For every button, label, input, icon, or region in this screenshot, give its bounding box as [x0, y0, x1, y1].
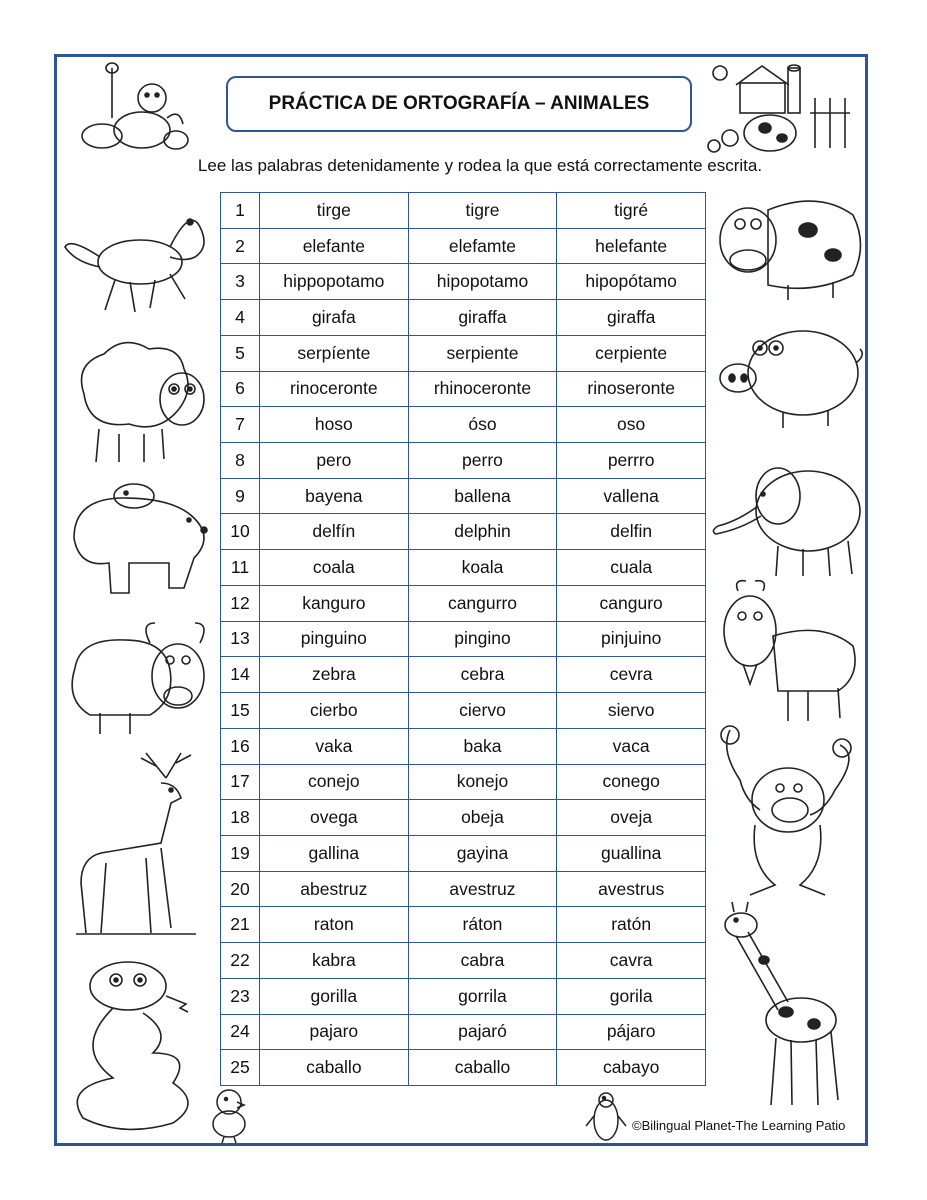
word-option-c[interactable]: giraffa	[557, 300, 706, 336]
word-option-c[interactable]: conego	[557, 764, 706, 800]
row-number: 4	[221, 300, 260, 336]
table-row	[221, 800, 706, 836]
horse-illustration	[60, 192, 218, 322]
word-option-c[interactable]: tigré	[557, 193, 706, 229]
table-row	[221, 335, 706, 371]
word-option-b[interactable]: baka	[408, 728, 557, 764]
word-option-b[interactable]: koala	[408, 550, 557, 586]
table-row	[221, 371, 706, 407]
polar-bear-illustration	[64, 478, 216, 594]
word-option-a[interactable]: bayena	[260, 478, 409, 514]
title-text: PRÁCTICA DE ORTOGRAFÍA – ANIMALES	[268, 93, 650, 114]
word-option-b[interactable]: konejo	[408, 764, 557, 800]
word-option-a[interactable]: coala	[260, 550, 409, 586]
word-option-a[interactable]: cierbo	[260, 693, 409, 729]
table-row	[221, 407, 706, 443]
table-row	[221, 907, 706, 943]
word-option-b[interactable]: hipopotamo	[408, 264, 557, 300]
word-option-b[interactable]: perro	[408, 443, 557, 479]
word-option-b[interactable]: ballena	[408, 478, 557, 514]
table-row	[221, 621, 706, 657]
farm-animals-group-illustration	[72, 58, 190, 154]
word-option-a[interactable]: pinguino	[260, 621, 409, 657]
word-option-a[interactable]: rinoceronte	[260, 371, 409, 407]
sheep-illustration	[64, 334, 214, 466]
word-option-b[interactable]: caballo	[408, 1050, 557, 1086]
word-option-c[interactable]: hipopótamo	[557, 264, 706, 300]
word-option-a[interactable]: kabra	[260, 943, 409, 979]
table-row	[221, 550, 706, 586]
word-option-c[interactable]: ratón	[557, 907, 706, 943]
word-option-a[interactable]: ovega	[260, 800, 409, 836]
giraffe-illustration	[716, 900, 856, 1110]
word-option-c[interactable]: avestrus	[557, 871, 706, 907]
word-option-c[interactable]: cerpiente	[557, 335, 706, 371]
elephant-illustration	[708, 456, 868, 580]
word-option-b[interactable]: cabra	[408, 943, 557, 979]
row-number: 9	[221, 478, 260, 514]
word-option-a[interactable]: kanguro	[260, 585, 409, 621]
word-option-b[interactable]: cebra	[408, 657, 557, 693]
farm-barn-cow-illustration	[700, 58, 860, 158]
row-number: 18	[221, 800, 260, 836]
word-option-c[interactable]: cavra	[557, 943, 706, 979]
word-option-c[interactable]: cuala	[557, 550, 706, 586]
word-option-a[interactable]: conejo	[260, 764, 409, 800]
row-number: 22	[221, 943, 260, 979]
word-option-b[interactable]: gorrila	[408, 978, 557, 1014]
row-number: 20	[221, 871, 260, 907]
word-option-a[interactable]: gallina	[260, 835, 409, 871]
word-option-b[interactable]: delphin	[408, 514, 557, 550]
word-option-b[interactable]: avestruz	[408, 871, 557, 907]
row-number: 25	[221, 1050, 260, 1086]
word-option-c[interactable]: cevra	[557, 657, 706, 693]
word-option-c[interactable]: canguro	[557, 585, 706, 621]
row-number: 19	[221, 835, 260, 871]
deer-illustration	[66, 748, 212, 938]
table-row	[221, 657, 706, 693]
word-option-c[interactable]: oveja	[557, 800, 706, 836]
table-row	[221, 1050, 706, 1086]
word-option-c[interactable]: vaca	[557, 728, 706, 764]
row-number: 21	[221, 907, 260, 943]
row-number: 15	[221, 693, 260, 729]
word-option-a[interactable]: pajaro	[260, 1014, 409, 1050]
word-option-b[interactable]: cangurro	[408, 585, 557, 621]
word-option-b[interactable]: serpiente	[408, 335, 557, 371]
word-option-a[interactable]: caballo	[260, 1050, 409, 1086]
cow-illustration	[708, 190, 866, 302]
word-option-c[interactable]: delfin	[557, 514, 706, 550]
word-option-b[interactable]: tigre	[408, 193, 557, 229]
row-number: 10	[221, 514, 260, 550]
word-option-a[interactable]: pero	[260, 443, 409, 479]
word-option-b[interactable]: óso	[408, 407, 557, 443]
row-number: 3	[221, 264, 260, 300]
word-option-c[interactable]: siervo	[557, 693, 706, 729]
table-row	[221, 943, 706, 979]
yak-illustration	[60, 618, 216, 738]
table-row	[221, 693, 706, 729]
row-number: 5	[221, 335, 260, 371]
word-option-a[interactable]: zebra	[260, 657, 409, 693]
word-option-b[interactable]: elefamte	[408, 228, 557, 264]
row-number: 24	[221, 1014, 260, 1050]
pig-illustration	[708, 318, 866, 430]
table-row	[221, 728, 706, 764]
word-option-a[interactable]: gorilla	[260, 978, 409, 1014]
word-option-c[interactable]: gorila	[557, 978, 706, 1014]
table-row	[221, 264, 706, 300]
word-option-b[interactable]: pajaró	[408, 1014, 557, 1050]
row-number: 23	[221, 978, 260, 1014]
instructions: Lee las palabras detenidamente y rodea la que está correctamente escrita.	[197, 156, 763, 175]
word-option-c[interactable]: perrro	[557, 443, 706, 479]
row-number: 6	[221, 371, 260, 407]
table-row	[221, 1014, 706, 1050]
word-option-a[interactable]: raton	[260, 907, 409, 943]
table-row	[221, 514, 706, 550]
word-option-b[interactable]: obeja	[408, 800, 557, 836]
word-option-a[interactable]: serpíente	[260, 335, 409, 371]
row-number: 7	[221, 407, 260, 443]
word-option-a[interactable]: elefante	[260, 228, 409, 264]
table-row	[221, 978, 706, 1014]
table-row	[221, 300, 706, 336]
word-option-a[interactable]: vaka	[260, 728, 409, 764]
table-row	[221, 228, 706, 264]
row-number: 11	[221, 550, 260, 586]
table-row	[221, 764, 706, 800]
copyright-credit: ©Bilingual Planet-The Learning Patio	[632, 1118, 846, 1133]
spelling-table	[220, 192, 706, 1086]
word-option-c[interactable]: helefante	[557, 228, 706, 264]
row-number: 1	[221, 193, 260, 229]
word-option-c[interactable]: cabayo	[557, 1050, 706, 1086]
gorilla-illustration	[710, 720, 862, 900]
word-option-b[interactable]: rhinoceronte	[408, 371, 557, 407]
word-option-a[interactable]: abestruz	[260, 871, 409, 907]
table-row	[221, 193, 706, 229]
table-row	[221, 478, 706, 514]
table-row	[221, 585, 706, 621]
goat-illustration	[708, 576, 866, 726]
word-option-c[interactable]: vallena	[557, 478, 706, 514]
word-option-c[interactable]: rinoseronte	[557, 371, 706, 407]
row-number: 14	[221, 657, 260, 693]
word-option-a[interactable]: delfín	[260, 514, 409, 550]
row-number: 13	[221, 621, 260, 657]
word-option-c[interactable]: oso	[557, 407, 706, 443]
word-option-a[interactable]: hippopotamo	[260, 264, 409, 300]
word-option-a[interactable]: girafa	[260, 300, 409, 336]
word-option-b[interactable]: ráton	[408, 907, 557, 943]
page-title	[226, 76, 692, 132]
word-option-a[interactable]: tirge	[260, 193, 409, 229]
penguin-illustration	[584, 1088, 628, 1144]
row-number: 16	[221, 728, 260, 764]
word-option-c[interactable]: pinjuino	[557, 621, 706, 657]
chick-illustration	[206, 1086, 252, 1144]
row-number: 2	[221, 228, 260, 264]
word-option-b[interactable]: giraffa	[408, 300, 557, 336]
snake-illustration	[58, 956, 200, 1132]
word-option-a[interactable]: hoso	[260, 407, 409, 443]
word-option-c[interactable]: guallina	[557, 835, 706, 871]
word-option-b[interactable]: gayina	[408, 835, 557, 871]
word-option-b[interactable]: ciervo	[408, 693, 557, 729]
table-row	[221, 871, 706, 907]
table-row	[221, 443, 706, 479]
row-number: 12	[221, 585, 260, 621]
table-row	[221, 835, 706, 871]
word-option-b[interactable]: pingino	[408, 621, 557, 657]
word-option-c[interactable]: pájaro	[557, 1014, 706, 1050]
row-number: 8	[221, 443, 260, 479]
row-number: 17	[221, 764, 260, 800]
